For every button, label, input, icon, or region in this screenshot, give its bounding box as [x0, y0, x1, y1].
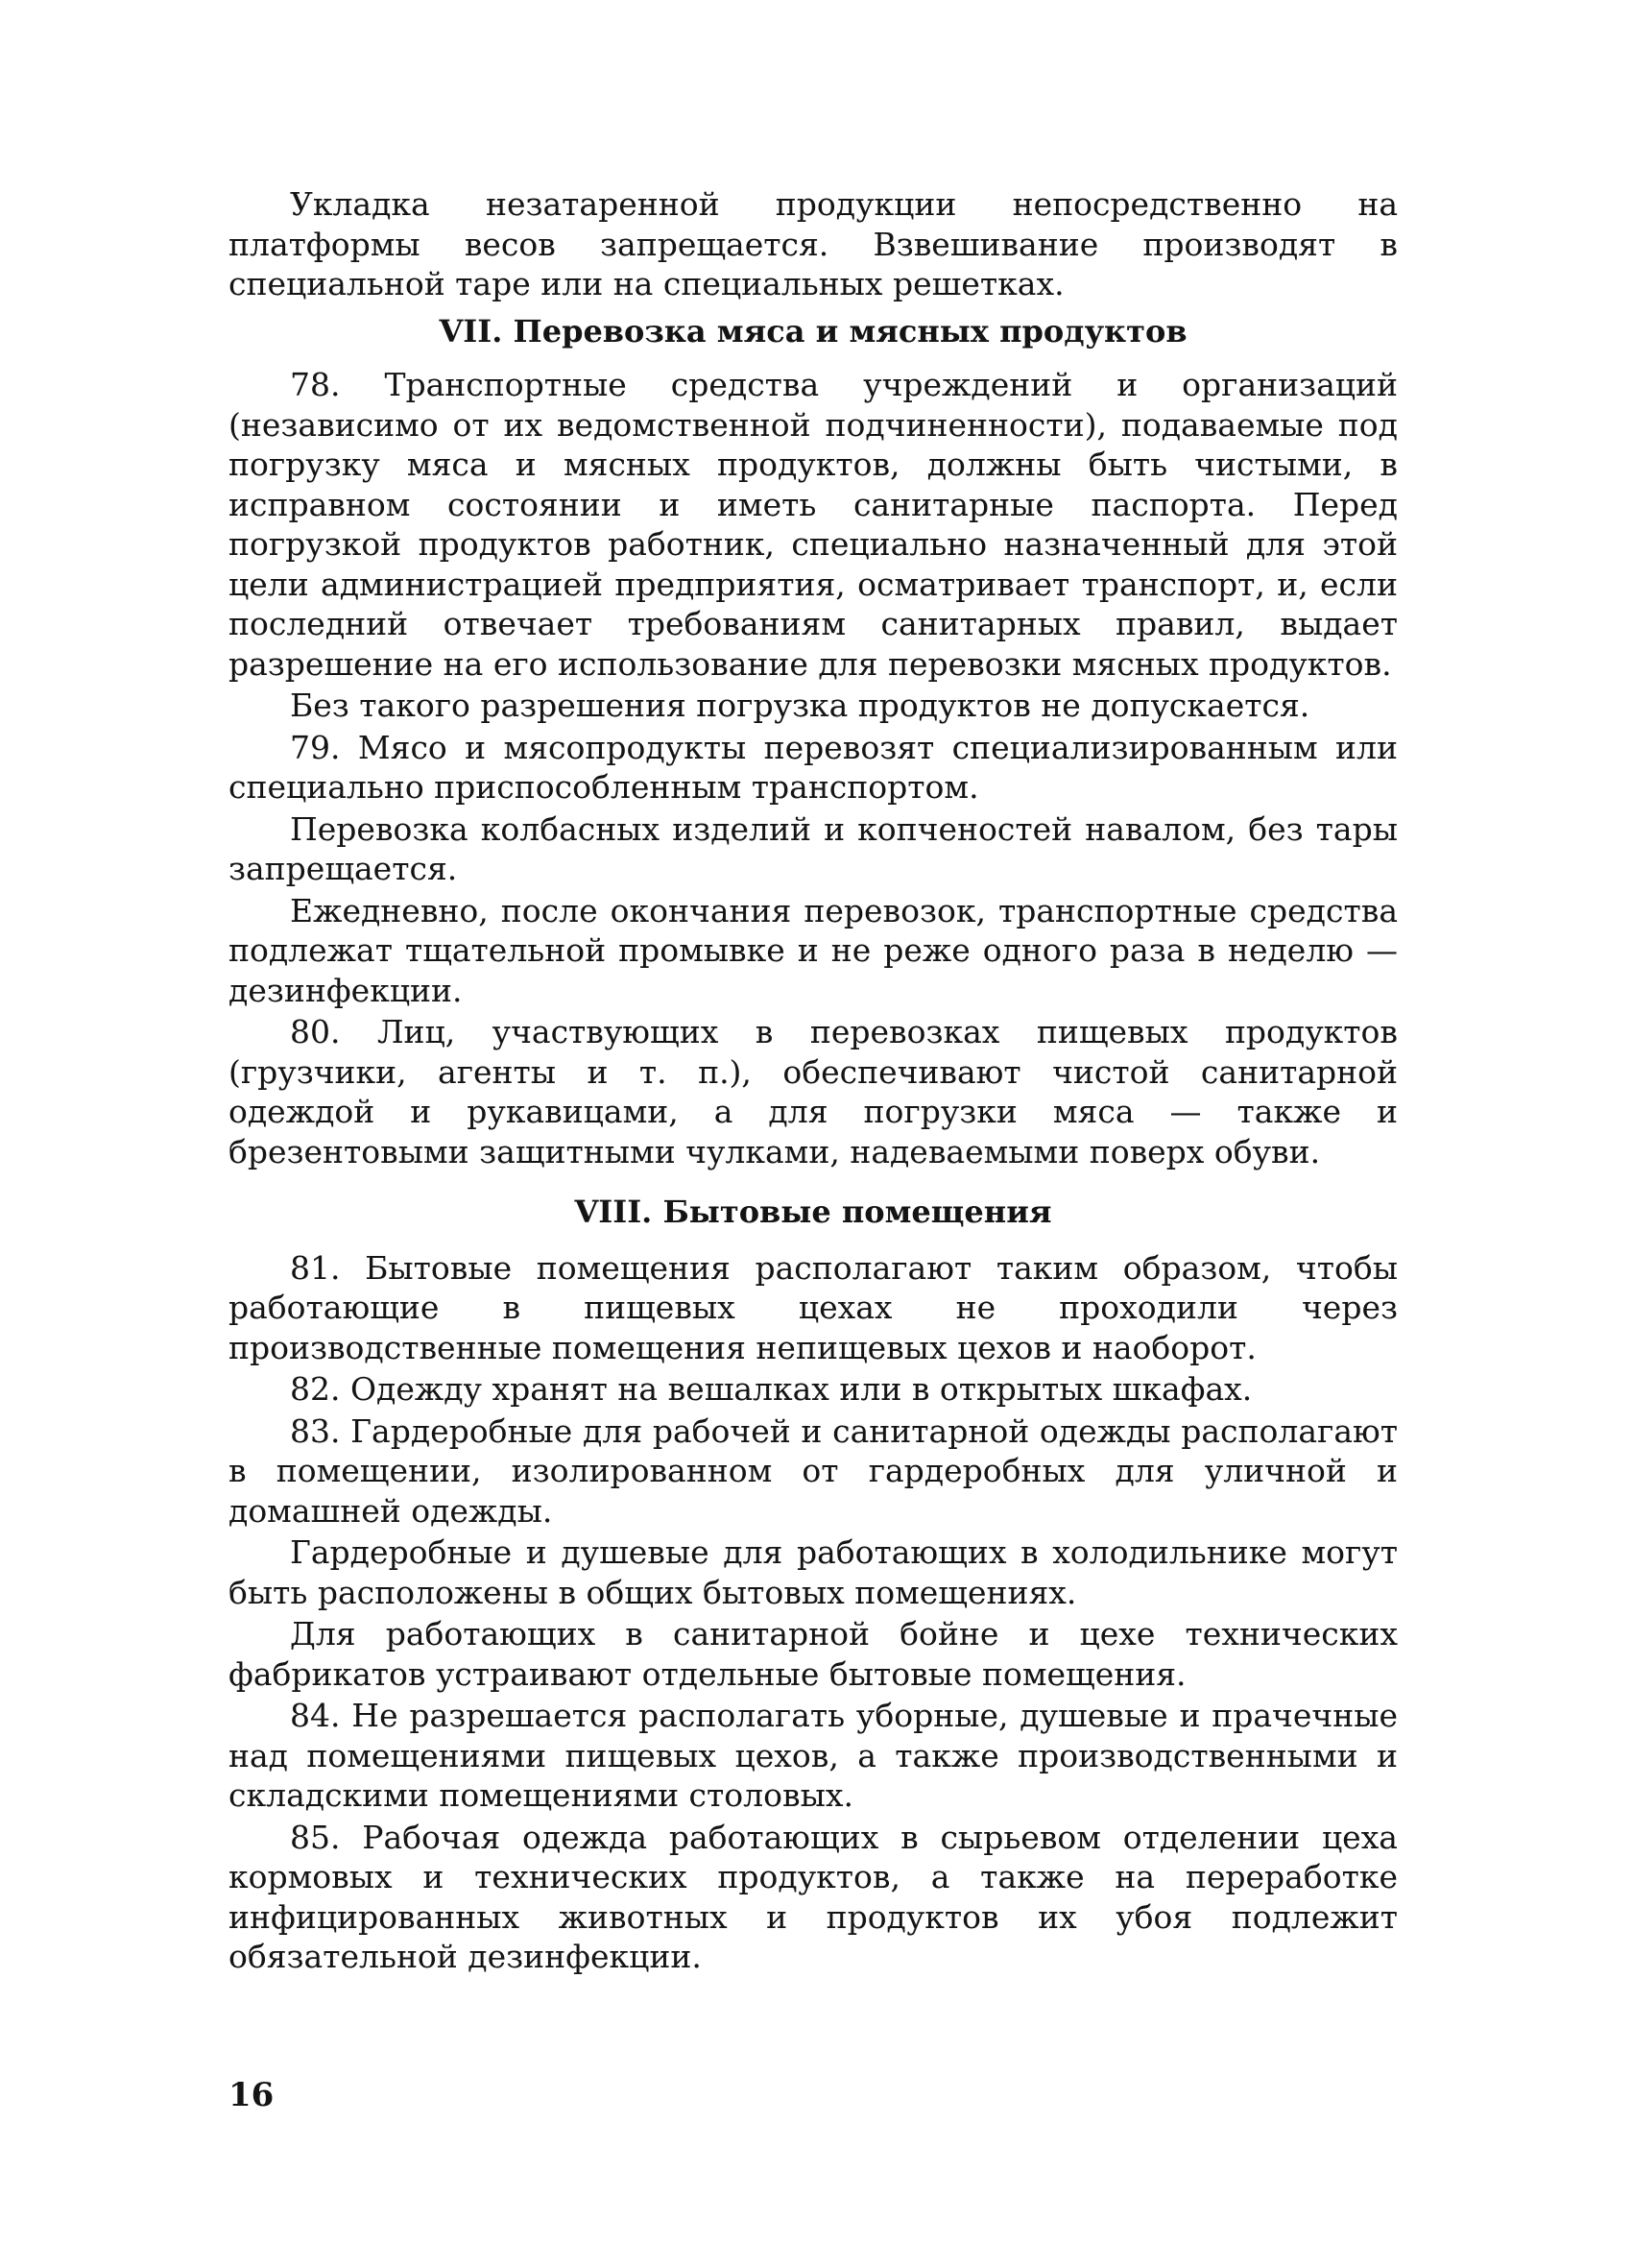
- paragraph-85: 85. Рабочая одежда работающих в сырьевом отделении цеха кормовых и технических продуктов, а также на переработке инфицированных животных и продуктов их убоя подлежит обязательной дезинфекции.: [228, 1818, 1398, 1975]
- paragraph-79c: Ежедневно, после окончания перевозок, транспортные средства подлежат тщательной промывке и не реже одного раза в неделю — дезинфекции.: [228, 891, 1398, 1009]
- paragraph-78: 78. Транспортные средства учреждений и организаций (независимо от их ведомственной подчиненности), подаваемые под погрузку мяса и мясных продуктов, должны быть чистыми, в исправном состоянии и иметь санитарные паспорта. Перед погрузкой продуктов работник, специально назначенный для этой цели администрацией предприятия, осматривает транспорт, и, если последний отвечает требованиям санитарных правил, выдает разрешение на его использование для перевозки мясных продуктов.: [228, 366, 1398, 683]
- paragraph-82: 82. Одежду хранят на вешалках или в открытых шкафах.: [290, 1370, 1253, 1408]
- paragraph-83c: Для работающих в санитарной бойне и цехе технических фабрикатов устраивают отдельные бытовые помещения.: [228, 1615, 1398, 1693]
- paragraph-79: 79. Мясо и мясопродукты перевозят специализированным или специально приспособленным транспортом.: [228, 728, 1398, 806]
- paragraph-81: 81. Бытовые помещения располагают таким образом, чтобы работающие в пищевых цехах не проходили через производственные помещения непищевых цехов и наоборот.: [228, 1248, 1398, 1366]
- body-text: [228, 184, 1398, 1977]
- paragraph-80: 80. Лиц, участвующих в перевозках пищевых продуктов (грузчики, агенты и т. п.), обеспечивают чистой санитарной одеждой и рукавицами, а для погрузки мяса — также и брезентовыми защитными чулками, надеваемыми поверх обуви.: [228, 1013, 1398, 1170]
- paragraph-83b: Гардеробные и душевые для работающих в холодильнике могут быть расположены в общих бытовых помещениях.: [228, 1533, 1398, 1611]
- section-heading-7: VII. Перевозка мяса и мясных продуктов: [439, 312, 1188, 350]
- section-heading-8: VIII. Бытовые помещения: [574, 1194, 1052, 1230]
- paragraph-weighing: Укладка незатаренной продукции непосредственно на платформы весов запрещается. Взвешивание производят в специальной таре или на специальных решетках.: [228, 185, 1398, 302]
- paragraph-79b: Перевозка колбасных изделий и копченостей навалом, без тары запрещается.: [228, 809, 1398, 887]
- page-number: 16: [228, 2076, 275, 2114]
- paragraph-78b: Без такого разрешения погрузка продуктов не допускается.: [290, 687, 1310, 724]
- paragraph-83: 83. Гардеробные для рабочей и санитарной одежды располагают в помещении, изолированном от гардеробных для уличной и домашней одежды.: [228, 1411, 1398, 1530]
- paragraph-84: 84. Не разрешается располагать уборные, душевые и прачечные над помещениями пищевых цехов, а также производственными и складскими помещениями столовых.: [228, 1697, 1398, 1814]
